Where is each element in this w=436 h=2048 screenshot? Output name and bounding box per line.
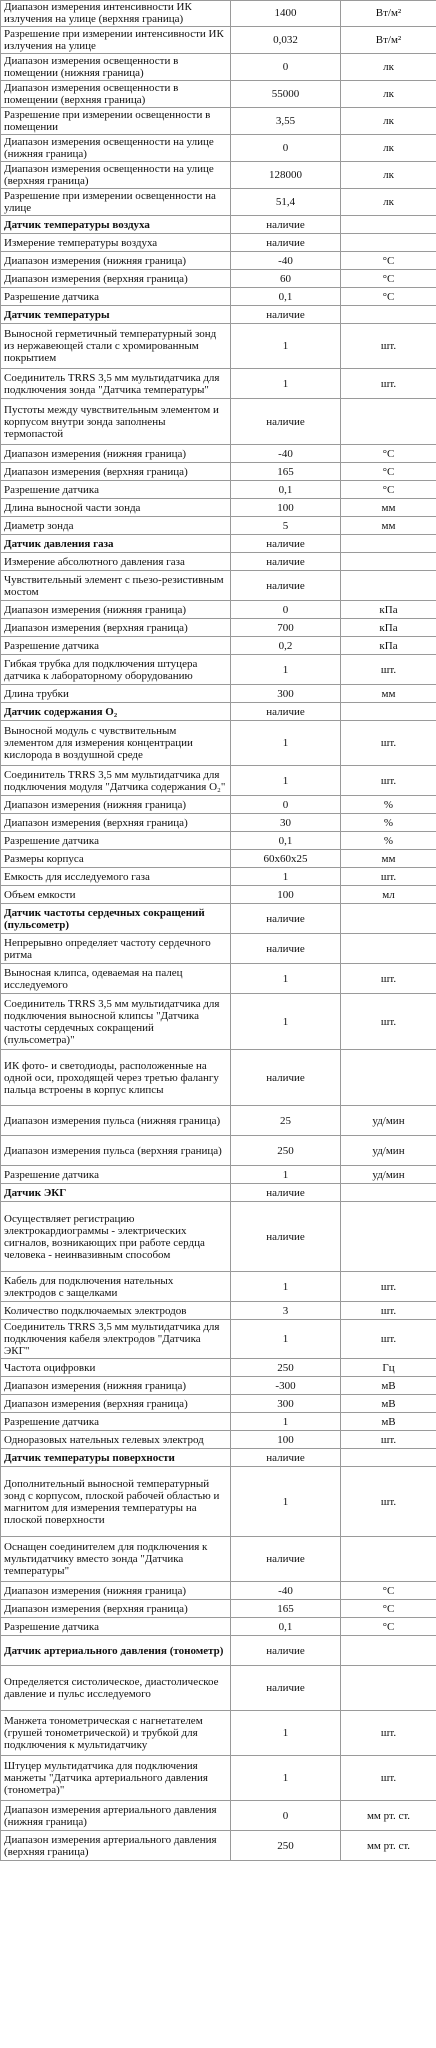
parameter-value: 0 bbox=[231, 1801, 341, 1831]
table-row bbox=[1, 270, 436, 288]
parameter-unit: мм bbox=[341, 685, 436, 703]
table-row bbox=[1, 1618, 436, 1636]
section-header-row bbox=[1, 703, 436, 721]
table-row bbox=[1, 571, 436, 601]
table-row bbox=[1, 481, 436, 499]
parameter-name: Разрешение при измерении освещенности на улице bbox=[1, 189, 231, 216]
parameter-name: Выносной модуль с чувствительным элементом для измерения концентрации кислорода в воздушной среде bbox=[1, 721, 231, 766]
table-row bbox=[1, 252, 436, 270]
parameter-name: Разрешение при измерении освещенности в помещении bbox=[1, 108, 231, 135]
parameter-unit bbox=[341, 904, 436, 934]
parameter-value: наличие bbox=[231, 216, 341, 234]
parameter-unit: шт. bbox=[341, 1320, 436, 1359]
parameter-value: 0 bbox=[231, 796, 341, 814]
spec-table-body bbox=[1, 1, 436, 1861]
parameter-value: 0,032 bbox=[231, 27, 341, 54]
section-title: Датчик ЭКГ bbox=[1, 1184, 231, 1202]
parameter-name: Диапазон измерения (верхняя граница) bbox=[1, 1600, 231, 1618]
parameter-unit: °C bbox=[341, 481, 436, 499]
table-row bbox=[1, 1431, 436, 1449]
table-row bbox=[1, 463, 436, 481]
parameter-name: Выносная клипса, одеваемая на палец исследуемого bbox=[1, 964, 231, 994]
parameter-unit: лк bbox=[341, 54, 436, 81]
parameter-value: наличие bbox=[231, 904, 341, 934]
parameter-value: 0,1 bbox=[231, 288, 341, 306]
parameter-unit: шт. bbox=[341, 369, 436, 399]
parameter-unit: шт. bbox=[341, 1711, 436, 1756]
parameter-value: 300 bbox=[231, 685, 341, 703]
table-row bbox=[1, 108, 436, 135]
parameter-unit bbox=[341, 703, 436, 721]
parameter-unit: Вт/м² bbox=[341, 1, 436, 27]
parameter-value: 0 bbox=[231, 54, 341, 81]
table-row bbox=[1, 934, 436, 964]
parameter-name: Манжета тонометрическая с нагнетателем (грушей тонометрической) и трубкой для подключения к мультидатчику bbox=[1, 1711, 231, 1756]
table-row bbox=[1, 868, 436, 886]
table-row bbox=[1, 1050, 436, 1106]
parameter-value: 30 bbox=[231, 814, 341, 832]
table-row bbox=[1, 499, 436, 517]
parameter-value: наличие bbox=[231, 703, 341, 721]
parameter-value: 1 bbox=[231, 369, 341, 399]
parameter-value: 0,1 bbox=[231, 832, 341, 850]
parameter-name: Диапазон измерения пульса (нижняя граница) bbox=[1, 1106, 231, 1136]
parameter-unit: мВ bbox=[341, 1413, 436, 1431]
parameter-name: Дополнительный выносной температурный зонд с корпусом, плоской рабочей областью и магнитом для измерения температуры на плоской поверхности bbox=[1, 1467, 231, 1537]
parameter-name: Измерение температуры воздуха bbox=[1, 234, 231, 252]
table-row bbox=[1, 1831, 436, 1861]
table-row bbox=[1, 162, 436, 189]
parameter-unit: °C bbox=[341, 252, 436, 270]
parameter-unit: кПа bbox=[341, 619, 436, 637]
parameter-unit bbox=[341, 234, 436, 252]
table-row bbox=[1, 1666, 436, 1711]
table-row bbox=[1, 399, 436, 445]
parameter-unit: лк bbox=[341, 162, 436, 189]
parameter-unit: шт. bbox=[341, 1302, 436, 1320]
parameter-unit bbox=[341, 1202, 436, 1272]
parameter-value: 1400 bbox=[231, 1, 341, 27]
parameter-unit: Гц bbox=[341, 1359, 436, 1377]
section-title: Датчик давления газа bbox=[1, 535, 231, 553]
parameter-name: Диапазон измерения (верхняя граница) bbox=[1, 1395, 231, 1413]
table-row bbox=[1, 850, 436, 868]
section-header-row bbox=[1, 1636, 436, 1666]
parameter-unit: °C bbox=[341, 1600, 436, 1618]
parameter-name: Диапазон измерения освещенности на улице (нижняя граница) bbox=[1, 135, 231, 162]
parameter-name: Объем емкости bbox=[1, 886, 231, 904]
parameter-unit: % bbox=[341, 832, 436, 850]
parameter-value: 1 bbox=[231, 994, 341, 1050]
parameter-unit: уд/мин bbox=[341, 1106, 436, 1136]
parameter-unit: мм bbox=[341, 499, 436, 517]
parameter-value: 1 bbox=[231, 1467, 341, 1537]
parameter-name: Диапазон измерения освещенности в помещении (нижняя граница) bbox=[1, 54, 231, 81]
parameter-unit bbox=[341, 399, 436, 445]
parameter-name: Диапазон измерения артериального давления (верхняя граница) bbox=[1, 1831, 231, 1861]
table-row bbox=[1, 27, 436, 54]
table-row bbox=[1, 1202, 436, 1272]
parameter-value: 25 bbox=[231, 1106, 341, 1136]
parameter-name: Диапазон измерения освещенности в помещении (верхняя граница) bbox=[1, 81, 231, 108]
table-row bbox=[1, 796, 436, 814]
table-row bbox=[1, 1377, 436, 1395]
table-row bbox=[1, 369, 436, 399]
parameter-name: Разрешение датчика bbox=[1, 637, 231, 655]
parameter-value: 165 bbox=[231, 463, 341, 481]
parameter-value: наличие bbox=[231, 1636, 341, 1666]
parameter-name: Осуществляет регистрацию электрокардиограммы - электрических сигналов, возникающих при работе сердца человека - неинвазивным способом bbox=[1, 1202, 231, 1272]
parameter-value: 60 bbox=[231, 270, 341, 288]
parameter-unit bbox=[341, 535, 436, 553]
parameter-name: Диапазон измерения (верхняя граница) bbox=[1, 619, 231, 637]
parameter-value: 1 bbox=[231, 1711, 341, 1756]
section-header-row bbox=[1, 1449, 436, 1467]
table-row bbox=[1, 619, 436, 637]
parameter-value: 3,55 bbox=[231, 108, 341, 135]
parameter-value: 100 bbox=[231, 499, 341, 517]
parameter-unit: уд/мин bbox=[341, 1136, 436, 1166]
table-row bbox=[1, 637, 436, 655]
table-row bbox=[1, 721, 436, 766]
table-row bbox=[1, 81, 436, 108]
parameter-value: 165 bbox=[231, 1600, 341, 1618]
parameter-value: наличие bbox=[231, 1202, 341, 1272]
parameter-name: Измерение абсолютного давления газа bbox=[1, 553, 231, 571]
parameter-value: 1 bbox=[231, 766, 341, 796]
parameter-value: 250 bbox=[231, 1359, 341, 1377]
parameter-unit: шт. bbox=[341, 721, 436, 766]
parameter-unit: мВ bbox=[341, 1395, 436, 1413]
parameter-unit bbox=[341, 571, 436, 601]
parameter-unit bbox=[341, 553, 436, 571]
parameter-unit: шт. bbox=[341, 994, 436, 1050]
parameter-name: Длина выносной части зонда bbox=[1, 499, 231, 517]
table-row bbox=[1, 553, 436, 571]
parameter-unit: шт. bbox=[341, 766, 436, 796]
parameter-name: Диапазон измерения (нижняя граница) bbox=[1, 252, 231, 270]
parameter-name: Диапазон измерения (верхняя граница) bbox=[1, 463, 231, 481]
parameter-value: наличие bbox=[231, 399, 341, 445]
parameter-name: Размеры корпуса bbox=[1, 850, 231, 868]
parameter-value: 0,1 bbox=[231, 1618, 341, 1636]
table-row bbox=[1, 1537, 436, 1582]
section-header-row bbox=[1, 216, 436, 234]
parameter-unit: шт. bbox=[341, 655, 436, 685]
parameter-name: Количество подключаемых электродов bbox=[1, 1302, 231, 1320]
table-row bbox=[1, 685, 436, 703]
parameter-value: 0 bbox=[231, 135, 341, 162]
parameter-name: Соединитель TRRS 3,5 мм мультидатчика для подключения выносной клипсы "Датчика частоты сердечных сокращений (пульсометра)" bbox=[1, 994, 231, 1050]
parameter-name: Соединитель TRRS 3,5 мм мультидатчика для подключения кабеля электродов "Датчика ЭКГ" bbox=[1, 1320, 231, 1359]
parameter-name: Соединитель TRRS 3,5 мм мультидатчика для подключения зонда "Датчика температуры" bbox=[1, 369, 231, 399]
parameter-name: Диапазон измерения (нижняя граница) bbox=[1, 1377, 231, 1395]
parameter-unit: кПа bbox=[341, 601, 436, 619]
table-row bbox=[1, 189, 436, 216]
parameter-value: 250 bbox=[231, 1136, 341, 1166]
parameter-unit bbox=[341, 934, 436, 964]
parameter-name: Диапазон измерения (нижняя граница) bbox=[1, 445, 231, 463]
parameter-unit: °C bbox=[341, 1582, 436, 1600]
parameter-unit: °C bbox=[341, 288, 436, 306]
parameter-value: 0,2 bbox=[231, 637, 341, 655]
parameter-unit: лк bbox=[341, 135, 436, 162]
parameter-unit: мм рт. ст. bbox=[341, 1831, 436, 1861]
table-row bbox=[1, 1302, 436, 1320]
table-row bbox=[1, 1106, 436, 1136]
parameter-unit: мм bbox=[341, 517, 436, 535]
parameter-unit: % bbox=[341, 814, 436, 832]
parameter-name: Диапазон измерения артериального давления (нижняя граница) bbox=[1, 1801, 231, 1831]
table-row bbox=[1, 1272, 436, 1302]
parameter-value: наличие bbox=[231, 1537, 341, 1582]
parameter-value: 700 bbox=[231, 619, 341, 637]
parameter-value: -40 bbox=[231, 252, 341, 270]
parameter-unit: °C bbox=[341, 270, 436, 288]
parameter-unit bbox=[341, 1537, 436, 1582]
parameter-unit: °C bbox=[341, 463, 436, 481]
parameter-unit: мВ bbox=[341, 1377, 436, 1395]
section-header-row bbox=[1, 1184, 436, 1202]
parameter-name: Оснащен соединителем для подключения к мультидатчику вместо зонда "Датчика температуры" bbox=[1, 1537, 231, 1582]
table-row bbox=[1, 1, 436, 27]
parameter-unit: Вт/м² bbox=[341, 27, 436, 54]
parameter-unit: % bbox=[341, 796, 436, 814]
table-row bbox=[1, 1582, 436, 1600]
parameter-name: Разрешение датчика bbox=[1, 1413, 231, 1431]
parameter-value: 1 bbox=[231, 324, 341, 369]
parameter-unit: мл bbox=[341, 886, 436, 904]
parameter-name: ИК фото- и светодиоды, расположенные на одной оси, проходящей через третью фалангу пальца встроены в корпус клипсы bbox=[1, 1050, 231, 1106]
table-row bbox=[1, 1467, 436, 1537]
parameter-value: 1 bbox=[231, 964, 341, 994]
parameter-value: 1 bbox=[231, 1166, 341, 1184]
parameter-name: Диапазон измерения (нижняя граница) bbox=[1, 1582, 231, 1600]
section-header-row bbox=[1, 306, 436, 324]
parameter-name: Диапазон измерения пульса (верхняя граница) bbox=[1, 1136, 231, 1166]
table-row bbox=[1, 288, 436, 306]
parameter-unit: шт. bbox=[341, 1467, 436, 1537]
parameter-unit: шт. bbox=[341, 1272, 436, 1302]
parameter-value: 100 bbox=[231, 886, 341, 904]
table-row bbox=[1, 1320, 436, 1359]
section-title: Датчик частоты сердечных сокращений (пульсометр) bbox=[1, 904, 231, 934]
section-title: Датчик содержания O₂ bbox=[1, 703, 231, 721]
parameter-name: Гибкая трубка для подключения штуцера датчика к лабораторному оборудованию bbox=[1, 655, 231, 685]
parameter-value: -300 bbox=[231, 1377, 341, 1395]
table-row bbox=[1, 766, 436, 796]
table-row bbox=[1, 1166, 436, 1184]
parameter-unit bbox=[341, 1449, 436, 1467]
parameter-unit: мм рт. ст. bbox=[341, 1801, 436, 1831]
parameter-value: наличие bbox=[231, 1050, 341, 1106]
parameter-value: 60x60x25 bbox=[231, 850, 341, 868]
parameter-name: Пустоты между чувствительным элементом и корпусом внутри зонда заполнены термопастой bbox=[1, 399, 231, 445]
parameter-value: наличие bbox=[231, 535, 341, 553]
table-row bbox=[1, 814, 436, 832]
parameter-unit: шт. bbox=[341, 964, 436, 994]
parameter-unit bbox=[341, 306, 436, 324]
parameter-name: Разрешение датчика bbox=[1, 288, 231, 306]
parameter-name: Штуцер мультидатчика для подключения манжеты "Датчика артериального давления (тонометра)" bbox=[1, 1756, 231, 1801]
parameter-unit: шт. bbox=[341, 1431, 436, 1449]
parameter-name: Кабель для подключения нательных электродов с защелками bbox=[1, 1272, 231, 1302]
parameter-unit: кПа bbox=[341, 637, 436, 655]
parameter-name: Емкость для исследуемого газа bbox=[1, 868, 231, 886]
parameter-value: 5 bbox=[231, 517, 341, 535]
parameter-name: Диапазон измерения (нижняя граница) bbox=[1, 601, 231, 619]
parameter-value: 100 bbox=[231, 1431, 341, 1449]
table-row bbox=[1, 1600, 436, 1618]
table-row bbox=[1, 1711, 436, 1756]
parameter-unit: шт. bbox=[341, 1756, 436, 1801]
parameter-unit bbox=[341, 1184, 436, 1202]
parameter-value: 1 bbox=[231, 655, 341, 685]
parameter-value: наличие bbox=[231, 1449, 341, 1467]
parameter-value: 300 bbox=[231, 1395, 341, 1413]
parameter-value: -40 bbox=[231, 445, 341, 463]
table-row bbox=[1, 135, 436, 162]
parameter-name: Диапазон измерения освещенности на улице (верхняя граница) bbox=[1, 162, 231, 189]
parameter-unit: уд/мин bbox=[341, 1166, 436, 1184]
parameter-value: 1 bbox=[231, 721, 341, 766]
parameter-name: Частота оцифровки bbox=[1, 1359, 231, 1377]
parameter-value: наличие bbox=[231, 234, 341, 252]
parameter-value: наличие bbox=[231, 934, 341, 964]
section-title: Датчик температуры bbox=[1, 306, 231, 324]
table-row bbox=[1, 54, 436, 81]
parameter-name: Чувствительный элемент с пьезо-резистивным мостом bbox=[1, 571, 231, 601]
table-row bbox=[1, 655, 436, 685]
parameter-name: Разрешение при измерении интенсивности ИК излучения на улице bbox=[1, 27, 231, 54]
parameter-value: 1 bbox=[231, 868, 341, 886]
table-row bbox=[1, 1395, 436, 1413]
table-row bbox=[1, 886, 436, 904]
parameter-value: наличие bbox=[231, 553, 341, 571]
parameter-name: Одноразовых нательных гелевых электрод bbox=[1, 1431, 231, 1449]
parameter-name: Разрешение датчика bbox=[1, 832, 231, 850]
parameter-unit: лк bbox=[341, 108, 436, 135]
parameter-name: Соединитель TRRS 3,5 мм мультидатчика для подключения модуля "Датчика содержания O₂" bbox=[1, 766, 231, 796]
section-header-row bbox=[1, 535, 436, 553]
parameter-unit: °C bbox=[341, 445, 436, 463]
parameter-unit: °C bbox=[341, 1618, 436, 1636]
parameter-value: 128000 bbox=[231, 162, 341, 189]
parameter-value: 250 bbox=[231, 1831, 341, 1861]
parameter-unit: лк bbox=[341, 189, 436, 216]
table-row bbox=[1, 1136, 436, 1166]
parameter-value: наличие bbox=[231, 1666, 341, 1711]
parameter-value: 1 bbox=[231, 1272, 341, 1302]
parameter-name: Выносной герметичный температурный зонд из нержавеющей стали с хромированным покрытием bbox=[1, 324, 231, 369]
parameter-value: наличие bbox=[231, 571, 341, 601]
parameter-value: 3 bbox=[231, 1302, 341, 1320]
section-header-row bbox=[1, 904, 436, 934]
table-row bbox=[1, 832, 436, 850]
table-row bbox=[1, 1756, 436, 1801]
parameter-value: 51,4 bbox=[231, 189, 341, 216]
parameter-name: Разрешение датчика bbox=[1, 1618, 231, 1636]
table-row bbox=[1, 1359, 436, 1377]
parameter-unit: лк bbox=[341, 81, 436, 108]
parameter-name: Диаметр зонда bbox=[1, 517, 231, 535]
table-row bbox=[1, 324, 436, 369]
parameter-value: 1 bbox=[231, 1413, 341, 1431]
section-title: Датчик температуры поверхности bbox=[1, 1449, 231, 1467]
parameter-name: Диапазон измерения интенсивности ИК излучения на улице (верхняя граница) bbox=[1, 1, 231, 27]
parameter-unit bbox=[341, 1636, 436, 1666]
table-row bbox=[1, 1413, 436, 1431]
parameter-unit bbox=[341, 1666, 436, 1711]
parameter-name: Разрешение датчика bbox=[1, 481, 231, 499]
parameter-name: Диапазон измерения (нижняя граница) bbox=[1, 796, 231, 814]
parameter-value: 55000 bbox=[231, 81, 341, 108]
table-row bbox=[1, 994, 436, 1050]
parameter-value: -40 bbox=[231, 1582, 341, 1600]
table-row bbox=[1, 445, 436, 463]
parameter-unit: шт. bbox=[341, 868, 436, 886]
table-row bbox=[1, 234, 436, 252]
parameter-value: наличие bbox=[231, 1184, 341, 1202]
table-row bbox=[1, 964, 436, 994]
parameter-name: Длина трубки bbox=[1, 685, 231, 703]
parameter-unit: мм bbox=[341, 850, 436, 868]
parameter-value: 0,1 bbox=[231, 481, 341, 499]
section-title: Датчик температуры воздуха bbox=[1, 216, 231, 234]
parameter-unit: шт. bbox=[341, 324, 436, 369]
parameter-name: Разрешение датчика bbox=[1, 1166, 231, 1184]
parameter-name: Определяется систолическое, диастолическое давление и пульс исследуемого bbox=[1, 1666, 231, 1711]
parameter-value: 1 bbox=[231, 1320, 341, 1359]
parameter-unit bbox=[341, 1050, 436, 1106]
parameter-name: Диапазон измерения (верхняя граница) bbox=[1, 814, 231, 832]
table-row bbox=[1, 517, 436, 535]
parameter-value: 0 bbox=[231, 601, 341, 619]
table-row bbox=[1, 601, 436, 619]
parameter-name: Непрерывно определяет частоту сердечного ритма bbox=[1, 934, 231, 964]
parameter-unit bbox=[341, 216, 436, 234]
parameter-value: 1 bbox=[231, 1756, 341, 1801]
parameter-name: Диапазон измерения (верхняя граница) bbox=[1, 270, 231, 288]
section-title: Датчик артериального давления (тонометр) bbox=[1, 1636, 231, 1666]
parameter-value: наличие bbox=[231, 306, 341, 324]
table-row bbox=[1, 1801, 436, 1831]
